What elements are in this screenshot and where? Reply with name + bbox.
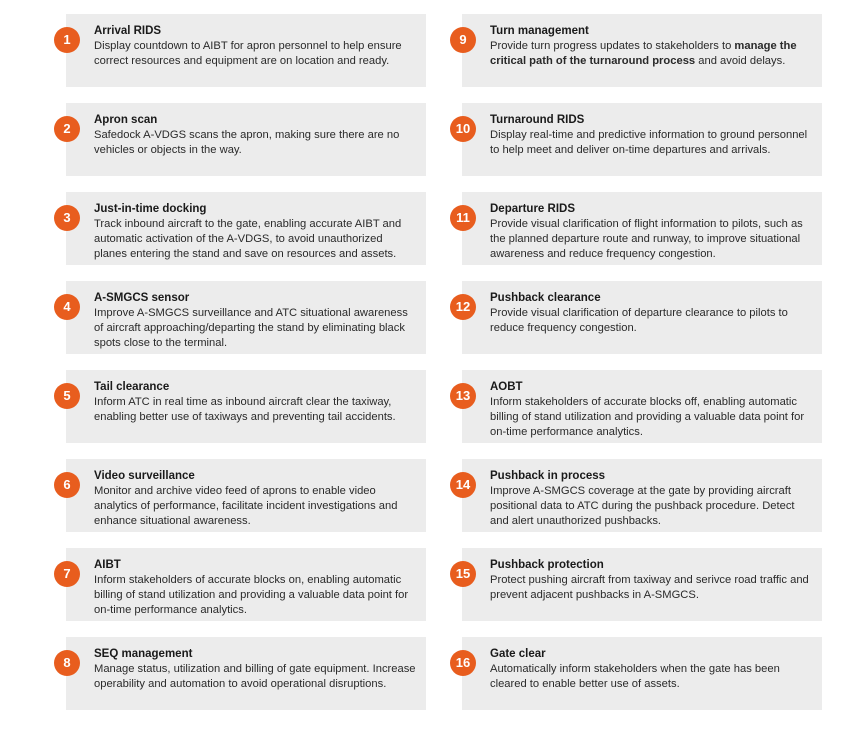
card-description: [490, 39, 814, 69]
step-number-badge: 9: [450, 27, 476, 53]
card-title: AIBT: [94, 559, 121, 571]
feature-card-tail-clearance: [63, 370, 426, 443]
card-title: Gate clear: [490, 648, 546, 660]
card-title: Pushback in process: [490, 470, 606, 482]
feature-card-a-smgcs-sensor: [63, 281, 426, 354]
feature-card-seq-management: [63, 637, 426, 710]
card-description: Safedock A-VDGS scans the apron, making sure there are no vehicles or objects in the way.: [94, 129, 400, 156]
feature-card-pushback-in-process: [455, 459, 822, 532]
card-title: Apron scan: [94, 114, 158, 126]
card-description: Protect pushing aircraft from taxiway and serivce road traffic and prevent adjacent pushbacks in A-SMGCS.: [490, 574, 809, 601]
description-text: and avoid delays.: [695, 55, 786, 67]
card-title: A-SMGCS sensor: [94, 292, 190, 304]
card-description: Display countdown to AIBT for apron personnel to help ensure correct resources and equipment are on location and ready.: [94, 40, 402, 67]
step-number-badge: 1: [54, 27, 80, 53]
feature-card-turn-management: [459, 14, 822, 87]
step-number-badge: 6: [54, 472, 80, 498]
card-description: Display real-time and predictive information to ground personnel to help meet and deliver on-time departures and arrivals.: [490, 129, 808, 156]
step-number-badge: 2: [54, 116, 80, 142]
step-number-badge: 4: [54, 294, 80, 320]
feature-card-pushback-clearance: [455, 281, 822, 354]
card-title: Departure RIDS: [490, 203, 575, 215]
card-description: Inform stakeholders of accurate blocks off, enabling automatic billing of stand utilization and providing a valuable data point for on-time performance analytics.: [490, 396, 805, 438]
feature-card-gate-clear: [455, 637, 822, 710]
card-description: Improve A-SMGCS coverage at the gate by providing aircraft positional data to ATC during the pushback procedure. Detect and alert unauthorized pushbacks.: [490, 485, 795, 527]
step-number-badge: 15: [450, 561, 476, 587]
step-number-badge: 10: [450, 116, 476, 142]
step-number-badge: 3: [54, 205, 80, 231]
card-title: Pushback clearance: [490, 292, 601, 304]
feature-card-departure-rids: [456, 192, 822, 265]
description-emphasis: manage the critical path of the turnaround process: [490, 40, 797, 67]
card-title: AOBT: [490, 381, 523, 393]
card-title: Arrival RIDS: [94, 25, 162, 37]
step-number-badge: 5: [54, 383, 80, 409]
card-title: Tail clearance: [94, 381, 170, 393]
step-number-badge: 16: [450, 650, 476, 676]
card-description: Inform ATC in real time as inbound aircraft clear the taxiway, enabling better use of taxiways and preventing tail accidents.: [94, 396, 396, 423]
step-number-badge: 13: [450, 383, 476, 409]
card-description: Provide visual clarification of departure clearance to pilots to reduce frequency congestion.: [490, 307, 788, 334]
card-description: Improve A-SMGCS surveillance and ATC situational awareness of aircraft approaching/departing the stand by eliminating black spots close to the terminal.: [94, 307, 408, 349]
card-description: Provide visual clarification of flight information to pilots, such as the planned departure route and runway, to improve situational awareness and reduce frequency congestion.: [490, 218, 803, 260]
card-description: Track inbound aircraft to the gate, enabling accurate AIBT and automatic activation of the A-VDGS, to avoid unauthorized planes entering the stand and save on resources and assets.: [94, 218, 402, 260]
card-title: Turn management: [490, 25, 589, 37]
card-title: SEQ management: [94, 648, 193, 660]
card-description: Inform stakeholders of accurate blocks on, enabling automatic billing of stand utilization and providing a valuable data point for on-time performance analytics.: [94, 574, 409, 616]
card-title: Pushback protection: [490, 559, 604, 571]
card-title: Turnaround RIDS: [490, 114, 585, 126]
description-text: Provide turn progress updates to stakeholders to: [490, 40, 735, 52]
feature-card-just-in-time-docking: [63, 192, 426, 265]
step-number-badge: 8: [54, 650, 80, 676]
step-number-badge: 14: [450, 472, 476, 498]
step-number-badge: 7: [54, 561, 80, 587]
card-title: Just-in-time docking: [94, 203, 207, 215]
card-description: Monitor and archive video feed of aprons to enable video analytics of performance, facilitate incident investigations and enhance situational awareness.: [94, 485, 398, 527]
feature-card-video-surveillance: [63, 459, 426, 532]
feature-card-aibt: [63, 548, 426, 621]
step-number-badge: 12: [450, 294, 476, 320]
feature-card-pushback-protection: [455, 548, 822, 621]
card-description: Manage status, utilization and billing of gate equipment. Increase operability and automation to avoid operational disruptions.: [94, 663, 416, 690]
step-number-badge: 11: [450, 205, 476, 231]
feature-card-aobt: [455, 370, 822, 443]
feature-card-arrival-rids: [63, 14, 426, 87]
card-title: Video surveillance: [94, 470, 195, 482]
feature-card-turnaround-rids: [455, 103, 822, 176]
card-description: Automatically inform stakeholders when the gate has been cleared to enable better use of assets.: [490, 663, 780, 690]
feature-card-apron-scan: [63, 103, 426, 176]
